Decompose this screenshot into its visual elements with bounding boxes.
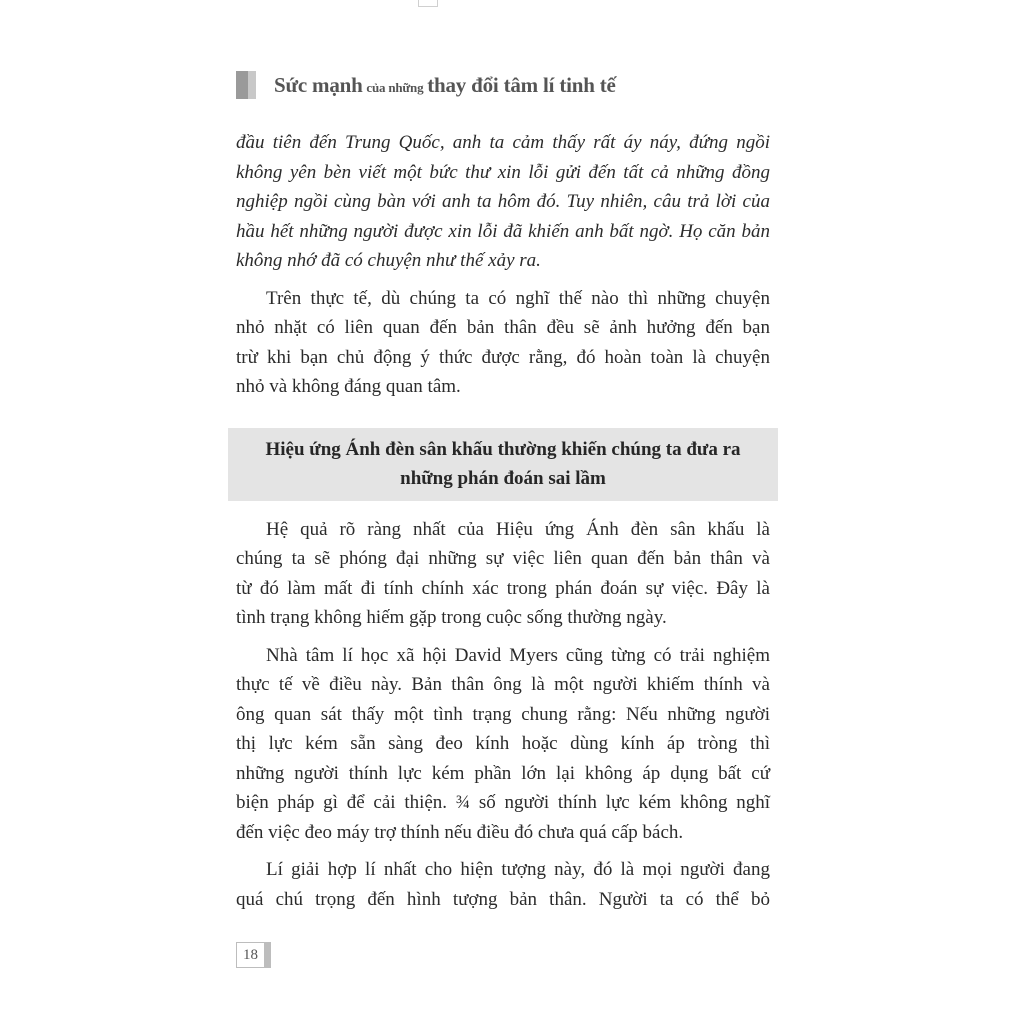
section-heading-line: Hiệu ứng Ánh đèn sân khấu thường khiến chúng ta đưa ra [265,438,741,460]
text-line: nghiệp ngồi cùng bàn với anh ta hôm đó. Tuy nhiên, câu trả lời của [236,191,770,212]
page-body [236,128,770,922]
text-line: từ đó làm mất đi tính chính xác trong phán đoán sự việc. Đây là [236,577,770,599]
paragraph-explanation [236,855,770,914]
header-part-1: Sức mạnh [274,72,363,97]
text-line: quá chú trọng đến hình tượng bản thân. Người ta có thể bỏ [236,888,770,910]
page-top-tick [418,0,438,7]
text-line: thị lực kém sẵn sàng đeo kính hoặc dùng kính áp tròng thì [236,733,770,754]
text-line: không yên bèn viết một bức thư xin lỗi gửi đến tất cả những đồng [236,161,770,183]
text-line: Trên thực tế, dù chúng ta có nghĩ thế nào thì những chuyện [266,287,770,309]
page-number [236,942,271,968]
header-part-2: của những [366,79,424,95]
text-line: ông quan sát thấy một tình trạng chung rằng: Nếu những người [236,703,770,725]
running-header-title [274,73,616,98]
text-line: Hệ quả rõ ràng nhất của Hiệu ứng Ánh đèn sân khấu là [266,518,770,540]
text-line: nhỏ và không đáng quan tâm. [236,376,461,397]
text-line: những người thính lực kém phần lớn lại không áp dụng bất cứ [236,762,770,784]
paragraph-italic-quote [236,128,770,276]
paragraph-conclusion [236,284,770,402]
text-line: không nhớ đã có chuyện như thế xảy ra. [236,250,541,271]
section-heading-line: những phán đoán sai lầm [400,467,606,489]
text-line: Nhà tâm lí học xã hội David Myers cũng từng có trải nghiệm [266,644,770,666]
text-line: biện pháp gì để cải thiện. ¾ số người thính lực kém không nghĩ [236,792,770,813]
text-line: trừ khi bạn chủ động ý thức được rằng, đó hoàn toàn là chuyện [236,346,770,368]
page-number-label: 18 [236,942,265,968]
header-part-3: thay đổi tâm lí tinh tế [427,72,616,97]
text-line: đầu tiên đến Trung Quốc, anh ta cảm thấy rất áy náy, đứng ngồi [236,132,770,153]
text-line: đến việc đeo máy trợ thính nếu điều đó chưa quá cấp bách. [236,821,684,843]
text-line: Lí giải hợp lí nhất cho hiện tượng này, đó là mọi người đang [266,859,770,880]
text-line: thực tế về điều này. Bản thân ông là một người khiếm thính và [236,674,770,695]
text-line: nhỏ nhặt có liên quan đến bản thân đều sẽ ảnh hưởng đến bạn [236,317,770,338]
page-number-bar [265,942,271,968]
paragraph-spotlight-effect [236,515,770,633]
text-line: tình trạng không hiếm gặp trong cuộc sống thường ngày. [236,607,667,628]
header-marker-bar [236,71,256,99]
paragraph-david-myers [236,641,770,848]
text-line: hầu hết những người được xin lỗi đã khiến anh bất ngờ. Họ căn bản [236,220,770,242]
section-heading [228,428,778,501]
running-header [236,70,616,100]
text-line: chúng ta sẽ phóng đại những sự việc liên quan đến bản thân và [236,548,770,569]
